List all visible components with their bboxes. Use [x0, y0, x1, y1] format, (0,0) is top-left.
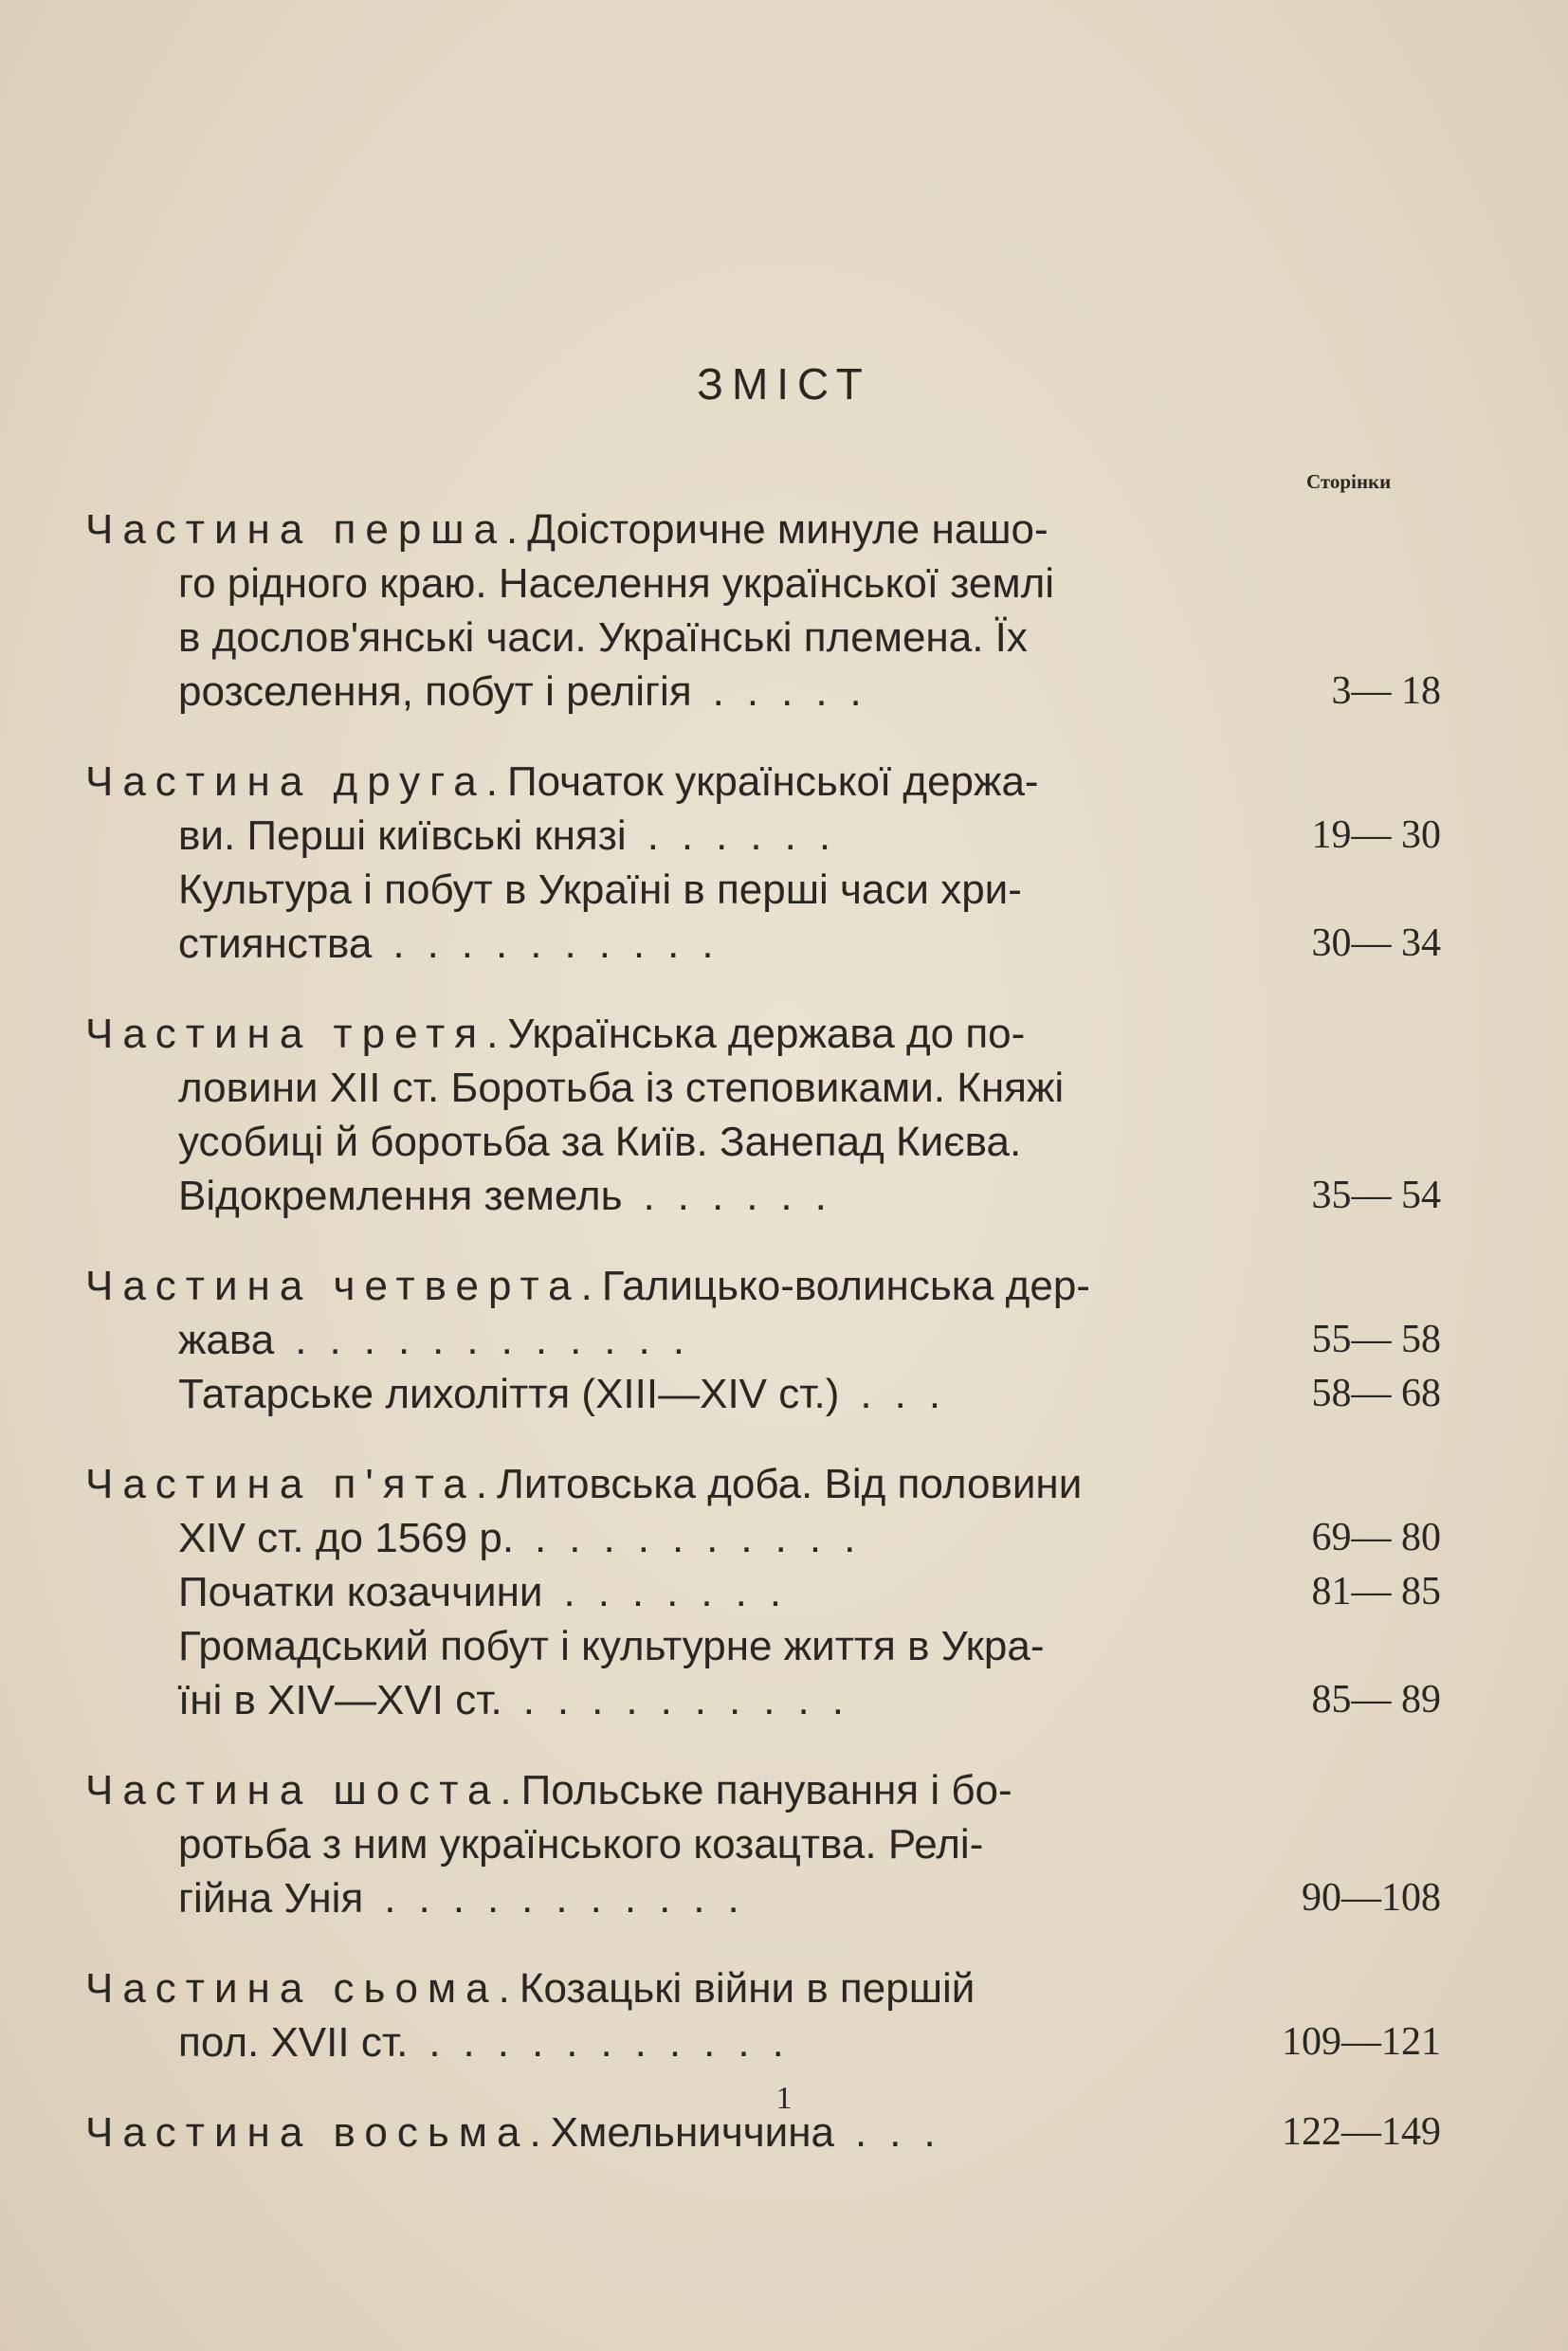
entry-text: Початок української держа- — [506, 758, 1039, 805]
toc-line — [85, 863, 1441, 917]
toc-section — [85, 1763, 1441, 1925]
page-range: 85— 89 — [1311, 1678, 1441, 1722]
entry-text: Відокремлення земель — [178, 1173, 623, 1219]
toc-line — [85, 1673, 1441, 1727]
entry-text: Польське панування і бо- — [520, 1767, 1012, 1813]
page-range: 19— 30 — [1311, 813, 1441, 857]
toc-line — [85, 1457, 1441, 1511]
entry-text: Литовська доба. Від половини — [496, 1461, 1083, 1507]
entry-text: розселення, побут і релігія — [178, 668, 692, 715]
entry-text: Хмельниччина — [550, 2109, 835, 2156]
dot-leader: .......... — [392, 920, 737, 967]
dot-leader: ........... — [384, 1875, 762, 1922]
dot-leader: .......... — [535, 1515, 879, 1561]
toc-line — [85, 809, 1441, 863]
toc-line — [85, 1169, 1441, 1223]
part-label: Частина друга. — [85, 758, 507, 805]
page-range: 3— 18 — [1331, 669, 1441, 713]
dot-leader: ............ — [295, 1317, 707, 1363]
dot-leader: .......... — [522, 1677, 866, 1723]
entry-text: ловини XII ст. Боротьба із степовиками. Княжі — [178, 1065, 1065, 1111]
dot-leader: ...... — [643, 1173, 849, 1219]
toc-line — [85, 502, 1441, 556]
entry-text: пол. XVII ст. — [178, 2019, 409, 2066]
dot-leader: ....... — [563, 1569, 805, 1615]
toc-line — [85, 917, 1441, 971]
dot-leader: ...... — [647, 812, 854, 859]
page-range: 109—121 — [1282, 2020, 1441, 2064]
page-range: 90—108 — [1302, 1876, 1441, 1920]
entry-text: Культура і побут в Україні в перші часи хри- — [178, 866, 1022, 913]
entry-text: стиянства — [178, 920, 373, 967]
entry-text: Громадський побут і культурне життя в Укра- — [178, 1623, 1045, 1669]
toc-line — [85, 2015, 1441, 2069]
toc-section — [85, 755, 1441, 971]
page-range: 122—149 — [1282, 2110, 1441, 2154]
entry-text: Татарське лихоліття (XIII—XIV ст.) — [178, 1371, 840, 1417]
page-range: 69— 80 — [1311, 1516, 1441, 1559]
dot-leader: ........... — [428, 2019, 807, 2066]
entry-text: Початки козаччини — [178, 1569, 543, 1615]
entry-text: XIV ст. до 1569 р. — [178, 1515, 515, 1561]
pages-column-header: Сторінки — [1306, 470, 1392, 493]
toc-line — [85, 611, 1441, 665]
toc-line — [85, 1115, 1441, 1169]
part-label: Частина третя. — [85, 1011, 508, 1057]
toc-line — [85, 1565, 1441, 1619]
part-label: Частина сьома. — [85, 1965, 520, 2012]
toc-line — [85, 755, 1441, 809]
toc-line — [85, 1817, 1441, 1871]
entry-text: ротьба з ним українського козацтва. Релі- — [178, 1821, 984, 1868]
page-range: 81— 85 — [1311, 1570, 1441, 1613]
entry-text: го рідного краю. Населення української землі — [178, 560, 1055, 607]
page-range: 30— 34 — [1311, 921, 1441, 965]
part-label: Частина восьма. — [85, 2109, 551, 2156]
entry-text: усобиці й боротьба за Київ. Занепад Києва. — [178, 1119, 1022, 1165]
toc-section — [85, 1259, 1441, 1421]
toc-line — [85, 556, 1441, 611]
page-title: ЗМІСТ — [697, 359, 871, 409]
entry-text: Українська держава до по- — [507, 1011, 1026, 1057]
toc-section — [85, 1007, 1441, 1223]
part-label: Частина шоста. — [85, 1767, 521, 1813]
entry-text: в дослов'янські часи. Українські племена. Їх — [178, 614, 1028, 661]
page-range: 55— 58 — [1311, 1318, 1441, 1361]
toc-line — [85, 1367, 1441, 1421]
toc-line — [85, 1259, 1441, 1313]
part-label: Частина перша. — [85, 506, 528, 553]
entry-text: Галицько-волинська дер- — [601, 1263, 1090, 1309]
page-range: 35— 54 — [1311, 1174, 1441, 1217]
toc-line — [85, 665, 1441, 719]
entry-text: жава — [178, 1317, 275, 1363]
page-range: 58— 68 — [1311, 1372, 1441, 1415]
toc-line — [85, 1511, 1441, 1565]
dot-leader: ..... — [712, 668, 884, 715]
toc-line — [85, 1007, 1441, 1061]
toc-line — [85, 1871, 1441, 1925]
toc-section — [85, 1961, 1441, 2069]
toc-section — [85, 502, 1441, 719]
entry-text: їні в XIV—XVI ст. — [178, 1677, 502, 1723]
entry-text: Козацькі війни в першій — [519, 1965, 975, 2012]
entry-text: гійна Унія — [178, 1875, 364, 1922]
toc-line — [85, 1763, 1441, 1817]
page-number: 1 — [775, 2081, 793, 2116]
table-of-contents — [85, 502, 1441, 2196]
toc-line — [85, 1619, 1441, 1673]
part-label: Частина четверта. — [85, 1263, 602, 1309]
dot-leader: ... — [860, 1371, 964, 1417]
entry-text: Доісторичне минуле нашо- — [527, 506, 1048, 553]
toc-section — [85, 1457, 1441, 1727]
dot-leader: ... — [855, 2109, 958, 2156]
toc-line — [85, 1313, 1441, 1367]
entry-text: ви. Перші київські князі — [178, 812, 627, 859]
part-label: Частина п'ята. — [85, 1461, 497, 1507]
toc-line — [85, 1961, 1441, 2015]
toc-line — [85, 1061, 1441, 1115]
